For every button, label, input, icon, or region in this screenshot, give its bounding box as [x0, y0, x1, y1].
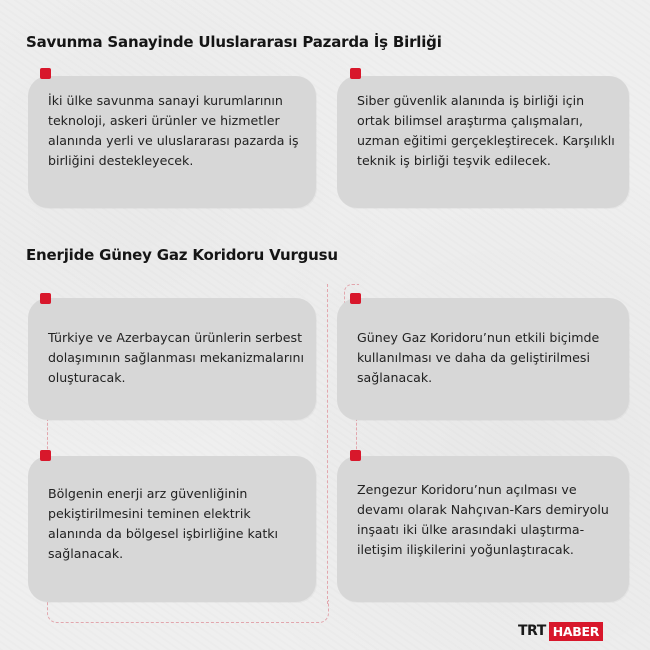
- bullet-marker-icon: [40, 68, 51, 79]
- bullet-marker-icon: [350, 293, 361, 304]
- info-card-defense-industry: [28, 76, 316, 208]
- info-card-zangezur-corridor: [337, 456, 629, 602]
- card-text: Siber güvenlik alanında iş birliği için ortak bilimsel araştırma çalışmaları, uzman eğitimi gerçekleştirecek. Karşılıklı teknik iş birliği teşvik edilecek.: [357, 93, 615, 168]
- info-card-cyber-security: [337, 76, 629, 208]
- info-card-free-movement: [28, 298, 316, 420]
- info-card-energy-security: [28, 456, 316, 602]
- connector-line: [47, 418, 48, 454]
- card-text: Bölgenin enerji arz güvenliğinin pekiştirilmesini teminen elektrik alanında da bölgesel işbirliğine katkı sağlanacak.: [48, 486, 279, 561]
- card-text: Güney Gaz Koridoru’nun etkili biçimde kullanılması ve daha da geliştirilmesi sağlanacak.: [357, 330, 600, 385]
- info-card-southern-gas-corridor: [337, 298, 629, 420]
- bullet-marker-icon: [40, 293, 51, 304]
- connector-line: [356, 418, 357, 454]
- card-text: Türkiye ve Azerbaycan ürünlerin serbest dolaşımının sağlanması mekanizmalarını oluşturacak.: [48, 330, 304, 385]
- logo-trt: TRT: [518, 623, 546, 639]
- logo-haber: HABER: [549, 622, 603, 641]
- section-heading-defense: Savunma Sanayinde Uluslararası Pazarda İş Birliği: [26, 33, 442, 51]
- connector-line: [47, 600, 329, 623]
- card-text: İki ülke savunma sanayi kurumlarının teknoloji, askeri ürünler ve hizmetler alanında yerli ve uluslararası pazarda iş birliğini destekleyecek.: [48, 93, 299, 168]
- bullet-marker-icon: [350, 68, 361, 79]
- bullet-marker-icon: [40, 450, 51, 461]
- connector-line: [327, 284, 328, 604]
- card-text: Zengezur Koridoru’nun açılması ve devamı olarak Nahçıvan-Kars demiryolu inşaatı iki ülke arasındaki ulaştırma-iletişim ilişkilerini yoğunlaştıracak.: [357, 482, 609, 557]
- trt-haber-logo: [518, 621, 603, 641]
- bullet-marker-icon: [350, 450, 361, 461]
- section-heading-energy: Enerjide Güney Gaz Koridoru Vurgusu: [26, 246, 338, 264]
